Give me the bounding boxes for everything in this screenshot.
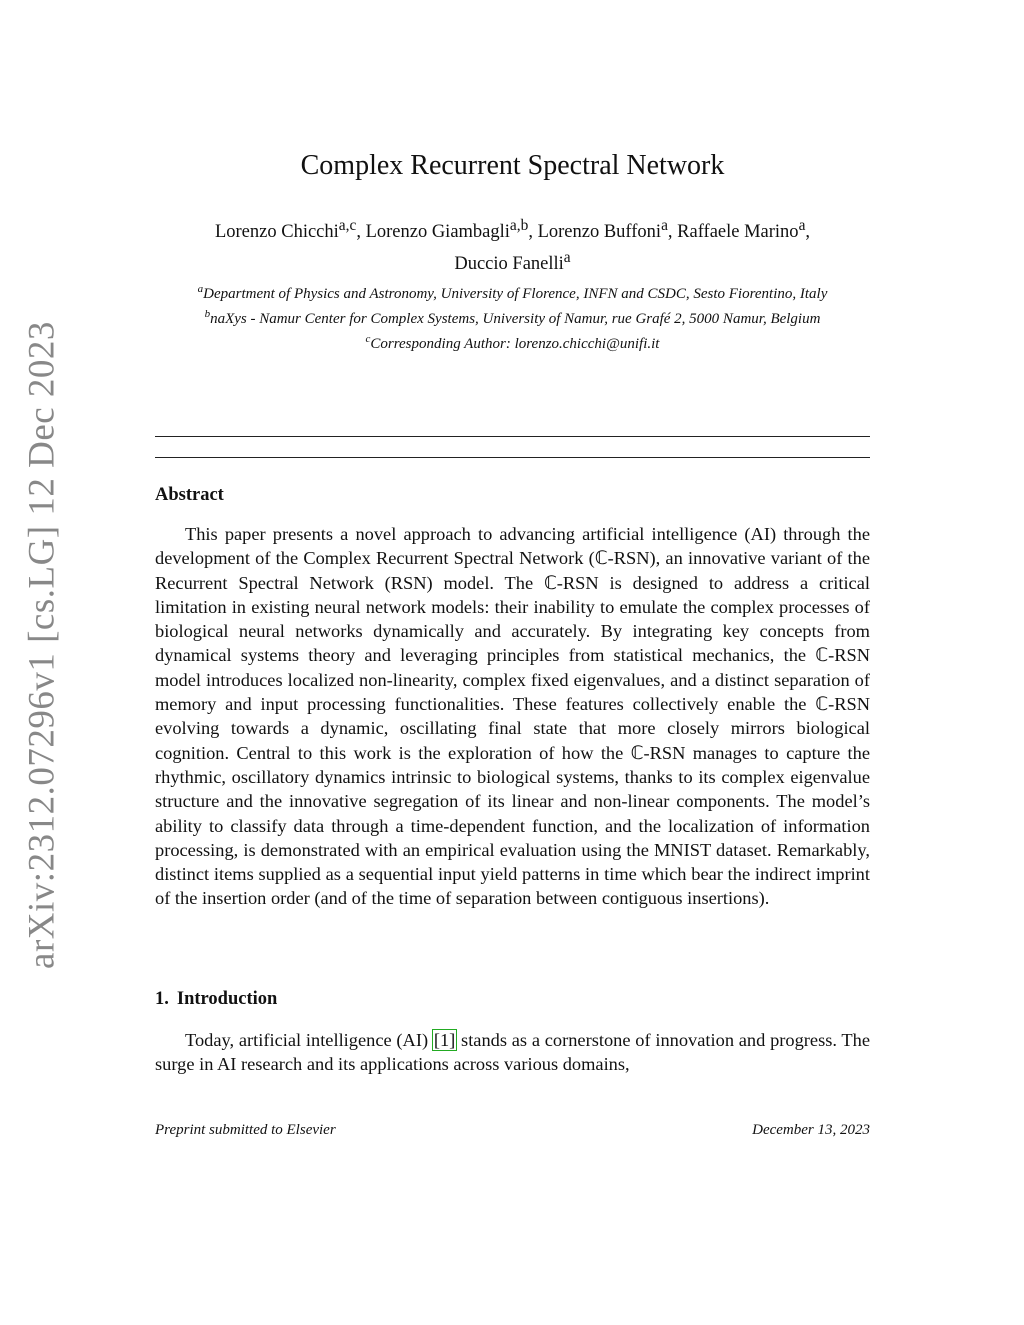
author: [365, 217, 538, 243]
section-number: 1.: [155, 989, 169, 1009]
affiliation: [155, 329, 870, 354]
author-separator: ,: [805, 222, 811, 243]
author: [454, 249, 571, 275]
author-name: Raffaele Marino: [677, 222, 799, 243]
author-separator: ,: [528, 222, 538, 243]
author-affil-marker: a,b: [509, 217, 529, 234]
affiliation-text: naXys - Namur Center for Complex Systems, University of Namur, rue Grafé 2, 5000 Namur, Belgium: [210, 311, 821, 327]
affiliation: [155, 279, 870, 304]
affiliation-marker: a: [197, 283, 204, 295]
affiliation-marker: b: [204, 308, 211, 320]
affiliation: [155, 304, 870, 329]
author-affil-marker: a: [563, 249, 571, 267]
author: [537, 217, 678, 243]
author: [677, 217, 811, 243]
author-list: [155, 213, 870, 277]
author-separator: ,: [356, 222, 366, 243]
intro-text-rest: stands as a cornerstone of innovation and progress. The surge in AI research and its applications across various domains,: [155, 1030, 870, 1075]
author-name: Lorenzo Giambagli: [365, 222, 510, 243]
header-rule-top: [155, 436, 870, 437]
abstract-body: This paper presents a novel approach to advancing artificial intelligence (AI) through the development of the Complex Recurrent Spectral Network (ℂ-RSN), an innovative variant of the Recurrent Spectral Network (RSN) model. The ℂ-RSN is designed to address a critical limitation in existing neural network models: their inability to emulate the complex processes of biological neural networks dynamically and accurately. By integrating key concepts from dynamical systems theory and leveraging principles from statistical mechanics, the ℂ-RSN model introduces localized non-linearity, complex fixed eigenvalues, and a distinct separation of memory and input processing functionalities. These features collectively enable the ℂ-RSN evolving towards a dynamic, oscillating final state that more closely mirrors biological cognition. Central to this work is the exploration of how the ℂ-RSN manages to capture the rhythmic, oscillatory dynamics intrinsic to biological systems, thanks to its complex eigenvalue structure and the innovative segregation of its linear and non-linear components. The model’s ability to classify data through a time-dependent function, and the localization of information processing, is demonstrated with an empirical evaluation using the MNIST dataset. Remarkably, distinct items supplied as a sequential input yield patterns in time which bear the indirect imprint of the insertion order (and of the time of separation between contiguous insertions).: [155, 524, 870, 909]
header-rule-bottom: [155, 457, 870, 458]
footer-date: December 13, 2023: [752, 1122, 870, 1138]
introduction-paragraph: [155, 1028, 870, 1077]
page-footer: [155, 1122, 870, 1139]
author-name: Duccio Fanelli: [454, 254, 564, 275]
intro-text-start: Today, artificial intelligence (AI): [185, 1030, 433, 1050]
author-affil-marker: a: [798, 217, 806, 234]
section-title: Introduction: [176, 989, 278, 1009]
affiliation-text: Corresponding Author: lorenzo.chicchi@unifi.it: [370, 336, 660, 352]
affiliation-list: [155, 279, 870, 354]
section-heading-introduction: [155, 989, 277, 1010]
affiliation-marker: c: [365, 333, 371, 345]
author-separator: ,: [667, 222, 678, 243]
author-affil-marker: a,c: [338, 217, 357, 234]
footer-journal: Preprint submitted to Elsevier: [155, 1122, 336, 1138]
author: [214, 217, 366, 243]
abstract-heading: Abstract: [155, 485, 224, 505]
author-name: Lorenzo Buffoni: [537, 222, 662, 243]
author-affil-marker: a: [661, 217, 668, 234]
author-name: Lorenzo Chicchi: [214, 222, 339, 243]
arxiv-identifier-stamp: arXiv:2312.07296v1 [cs.LG] 12 Dec 2023: [21, 321, 63, 969]
affiliation-text: Department of Physics and Astronomy, University of Florence, INFN and CSDC, Sesto Fiorentino, Italy: [203, 286, 828, 302]
paper-title: Complex Recurrent Spectral Network: [300, 150, 725, 181]
citation-link[interactable]: [1]: [433, 1030, 456, 1050]
